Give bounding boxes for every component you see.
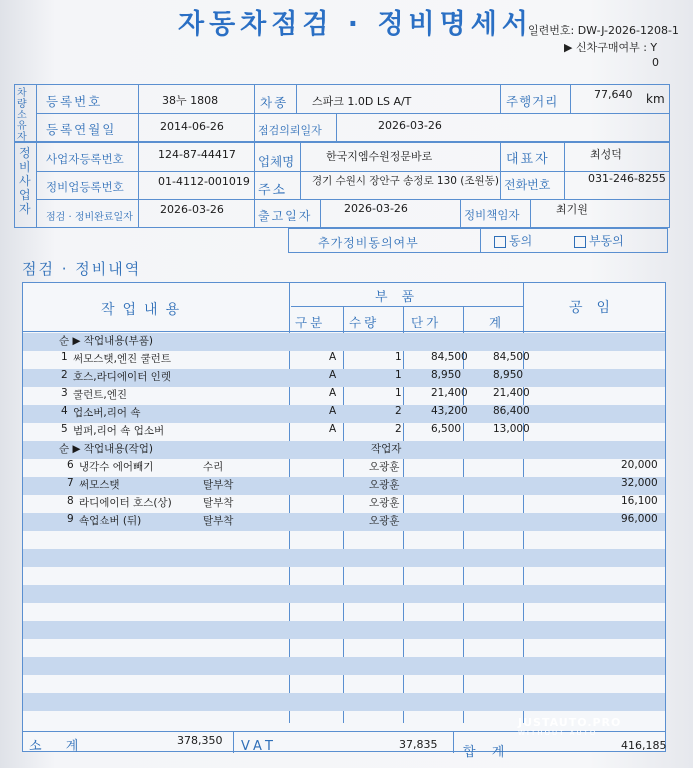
part-qty: 1 [395,351,402,363]
part-line-total: 86,400 [493,405,530,417]
part-row-number: 3 [61,387,68,399]
part-type: A [329,405,337,417]
business-section-label: 정비사업자 [19,146,31,216]
ceo-value: 최성덕 [590,148,622,161]
consent-agree-checkbox[interactable] [494,232,532,249]
labor-action: 탈부착 [203,497,234,509]
parts-row [23,367,665,385]
labor-task-name: 라디에이터 호스(상) [79,497,172,509]
subtotal-value: 378,350 [177,734,223,747]
col-total-header: 계 [489,315,504,330]
completion-date-value: 2026-03-26 [160,203,224,216]
col-type-header: 구분 [295,315,326,330]
part-type: A [329,387,337,399]
watermark-brand: JUSTAUTO.PRO [518,716,622,729]
part-line-total: 84,500 [493,351,530,363]
repair-details-table [22,282,667,760]
labor-worker: 오광훈 [369,461,400,473]
parts-row [23,349,665,367]
serial-number: 일련번호: DW-J-2026-1208-1 [528,24,679,37]
labor-cost: 16,100 [621,495,658,507]
labor-row [23,511,665,529]
extra-value: 0 [652,56,659,69]
consent-label: 추가정비동의여부 [318,236,419,250]
address-value: 경기 수원시 장안구 송정로 130 (조원동) [312,175,499,187]
agree-checkbox-box[interactable] [494,236,506,248]
part-unit-price: 8,950 [431,369,462,381]
ceo-label: 대표자 [506,152,550,167]
part-line-total: 8,950 [493,369,524,381]
part-line-total: 21,400 [493,387,530,399]
biz-no-value: 124-87-44417 [158,148,236,161]
labor-action: 탈부착 [203,515,234,527]
watermark-logo [518,716,621,737]
part-name: 써모스탯,엔진 쿨런트 [73,353,171,365]
vehicle-owner-section-label: 차량소유자 [17,88,27,143]
labor-cost: 96,000 [621,513,658,525]
reg-date-value: 2014-06-26 [160,120,224,133]
parts-row [23,385,665,403]
watermark-tagline: WITHOUT AUTO [518,729,598,737]
completion-date-label: 점검 · 정비완료일자 [46,212,133,223]
vat-value: 37,835 [399,738,438,751]
labor-task-name: 쇽업쇼버 (뒤) [79,515,142,527]
labor-row [23,457,665,475]
address-label: 주소 [258,183,288,198]
labor-action: 탈부착 [203,479,234,491]
labor-row-number: 6 [67,459,74,471]
parts-row [23,403,665,421]
model-label: 차종 [260,95,289,110]
release-date-label: 출고일자 [258,209,313,223]
labor-cost: 32,000 [621,477,658,489]
labor-row [23,493,665,511]
consent-disagree-checkbox[interactable] [574,232,624,249]
reg-no-label: 등록번호 [46,94,103,109]
labor-task-name: 써모스탯 [79,479,120,491]
labor-cost: 20,000 [621,459,658,471]
document-title: 자동차점검 · 정비명세서 [178,9,533,40]
part-name: 범퍼,리어 쇽 업소버 [73,425,165,437]
phone-label: 전화번호 [504,178,551,192]
part-row-number: 2 [61,369,68,381]
mileage-unit: km [646,92,665,106]
col-labor-header: 공임 [569,300,625,316]
part-line-total: 13,000 [493,423,530,435]
part-type: A [329,423,337,435]
part-row-number: 5 [61,423,68,435]
manager-label: 정비책임자 [464,208,520,222]
disagree-checkbox-box[interactable] [574,236,586,248]
reg-no-value: 38누 1808 [162,94,219,107]
new-car-purchase-flag: ▶ 신차구매여부 : Y [564,41,658,54]
mileage-label: 주행거리 [506,94,559,109]
labor-action: 수리 [203,461,224,473]
details-section-title: 점검 · 정비내역 [22,260,142,278]
inspect-request-value: 2026-03-26 [378,119,442,132]
labor-worker: 오광훈 [369,497,400,509]
part-name: 쿨런트,엔진 [73,389,128,401]
vat-label: VAT [241,739,277,754]
part-qty: 2 [395,423,402,435]
total-value: 416,185 [621,739,667,752]
part-unit-price: 6,500 [431,423,462,435]
part-name: 호스,라디에이터 인렛 [73,371,171,383]
parts-row [23,421,665,439]
disagree-text: 부동의 [589,234,624,248]
part-type: A [329,369,337,381]
part-qty: 2 [395,405,402,417]
labor-group-header: 순 ▶ 작업내용(작업) [59,443,153,455]
mileage-value: 77,640 [594,88,633,101]
part-row-number: 1 [61,351,68,363]
release-date-value: 2026-03-26 [344,202,408,215]
part-qty: 1 [395,369,402,381]
part-unit-price: 84,500 [431,351,468,363]
labor-worker: 오광훈 [369,515,400,527]
manager-value: 최기원 [556,203,588,216]
parts-group-header: 순 ▶ 작업내용(부품) [59,335,153,347]
col-parts-header: 부품 [375,290,429,305]
labor-worker: 오광훈 [369,479,400,491]
part-qty: 1 [395,387,402,399]
part-unit-price: 43,200 [431,405,468,417]
col-qty-header: 수량 [349,315,380,330]
part-name: 업소버,리어 쇽 [73,407,141,419]
shop-reg-no-label: 정비업등록번호 [46,180,124,194]
part-unit-price: 21,400 [431,387,468,399]
model-value: 스파크 1.0D LS A/T [312,95,412,108]
total-label: 합 계 [463,745,511,760]
company-label: 업체명 [258,154,295,169]
part-row-number: 4 [61,405,68,417]
part-type: A [329,351,337,363]
agree-text: 동의 [509,234,533,248]
parts-group-header-row [23,331,665,349]
labor-row [23,475,665,493]
company-value: 한국지엠수원정문바로 [326,150,433,163]
labor-worker-header: 작업자 [371,443,402,455]
labor-row-number: 7 [67,477,74,489]
reg-date-label: 등록연월일 [46,122,117,137]
labor-group-header-row [23,439,665,457]
col-unit-header: 단가 [411,315,442,330]
phone-value: 031-246-8255 [588,172,666,185]
subtotal-label: 소 계 [29,739,89,754]
col-work-header: 작업내용 [101,302,188,318]
shop-reg-no-value: 01-4112-001019 [158,175,250,188]
inspect-request-label: 점검의뢰일자 [258,124,322,137]
labor-task-name: 냉각수 에어빼기 [79,461,154,473]
labor-row-number: 9 [67,513,74,525]
labor-row-number: 8 [67,495,74,507]
biz-no-label: 사업자등록번호 [46,152,124,166]
